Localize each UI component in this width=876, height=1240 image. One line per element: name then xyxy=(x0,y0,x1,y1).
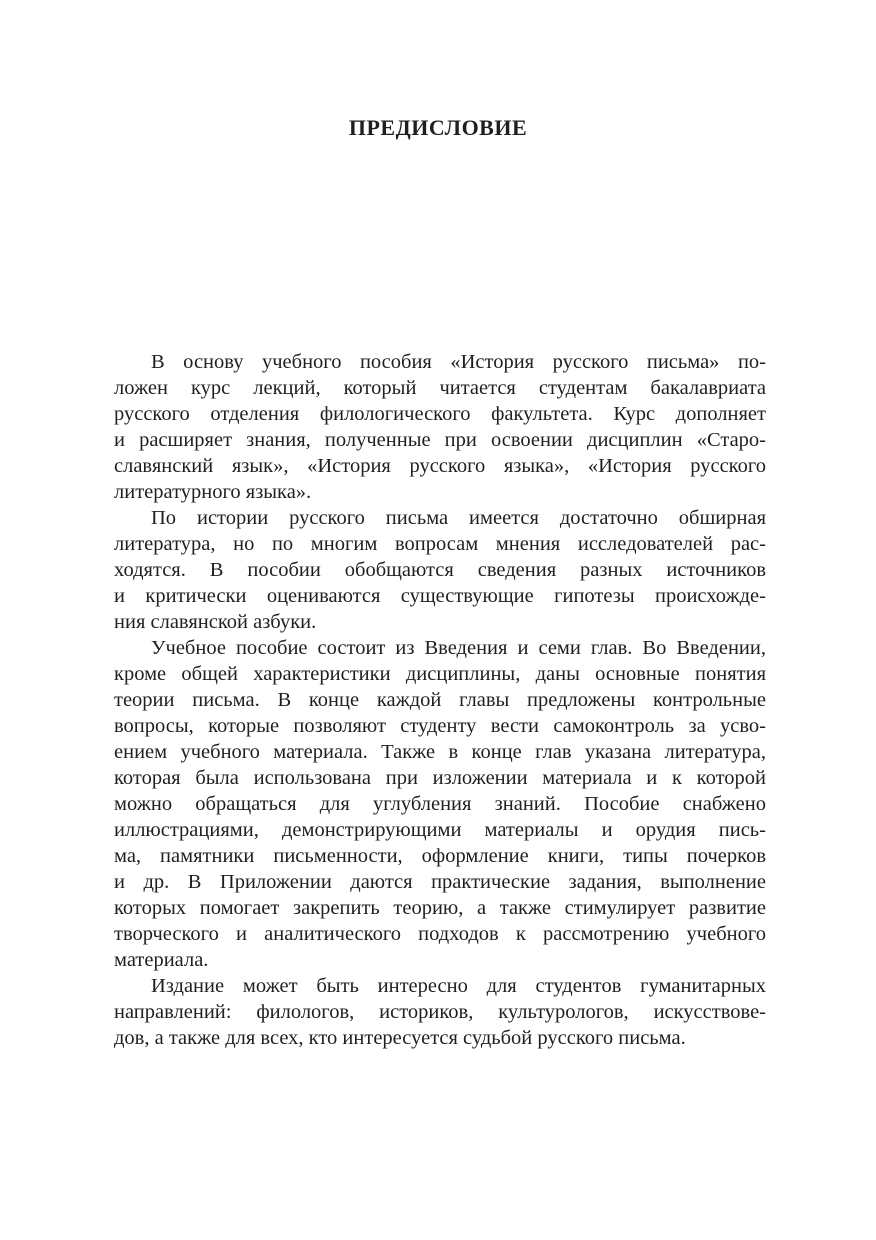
text-line: Издание может быть интересно для студентов гуманитарных xyxy=(151,975,766,997)
text-line: По истории русского письма имеется достаточно обширная xyxy=(151,507,766,529)
text-line: направлений: филологов, историков, культурологов, искусствове- xyxy=(114,1001,766,1023)
page-title: ПРЕДИСЛОВИЕ xyxy=(348,115,528,140)
paragraph xyxy=(114,973,766,1051)
text-line: В основу учебного пособия «История русского письма» по- xyxy=(151,351,766,373)
text-line: и расширяет знания, полученные при освоении дисциплин «Старо- xyxy=(114,429,766,451)
text-line: вопросы, которые позволяют студенту вести самоконтроль за усво- xyxy=(114,715,766,737)
text-line: ходятся. В пособии обобщаются сведения разных источников xyxy=(114,559,766,581)
text-line: и критически оцениваются существующие гипотезы происхожде- xyxy=(114,585,766,607)
text-line: ложен курс лекций, который читается студентам бакалавриата xyxy=(114,377,766,399)
text-line: которая была использована при изложении материала и к которой xyxy=(114,767,766,789)
text-line: ма, памятники письменности, оформление книги, типы почерков xyxy=(114,845,766,867)
paragraph xyxy=(114,505,766,635)
text-line: кроме общей характеристики дисциплины, даны основные понятия xyxy=(114,663,766,685)
text-line: которых помогает закрепить теорию, а также стимулирует развитие xyxy=(114,897,766,919)
preface-body xyxy=(114,349,766,1051)
text-line: материала. xyxy=(114,949,209,971)
text-line: и др. В Приложении даются практические задания, выполнение xyxy=(114,871,766,893)
text-line: теории письма. В конце каждой главы предложены контрольные xyxy=(114,689,766,711)
paragraph xyxy=(114,635,766,973)
text-line: творческого и аналитического подходов к рассмотрению учебного xyxy=(114,923,766,945)
text-line: можно обращаться для углубления знаний. Пособие снабжено xyxy=(114,793,766,815)
text-line: Учебное пособие состоит из Введения и семи глав. Во Введении, xyxy=(151,637,766,659)
text-line: иллюстрациями, демонстрирующими материалы и орудия пись- xyxy=(114,819,766,841)
text-line: славянский язык», «История русского языка», «История русского xyxy=(114,455,766,477)
text-line: русского отделения филологического факультета. Курс дополняет xyxy=(114,403,766,425)
paragraph xyxy=(114,349,766,505)
text-line: дов, а также для всех, кто интересуется судьбой русского письма. xyxy=(114,1027,686,1049)
text-line: ением учебного материала. Также в конце глав указана литература, xyxy=(114,741,766,763)
text-line: литературного языка». xyxy=(114,481,312,503)
text-line: ния славянской азбуки. xyxy=(114,611,317,633)
text-line: литература, но по многим вопросам мнения исследователей рас- xyxy=(114,533,766,555)
